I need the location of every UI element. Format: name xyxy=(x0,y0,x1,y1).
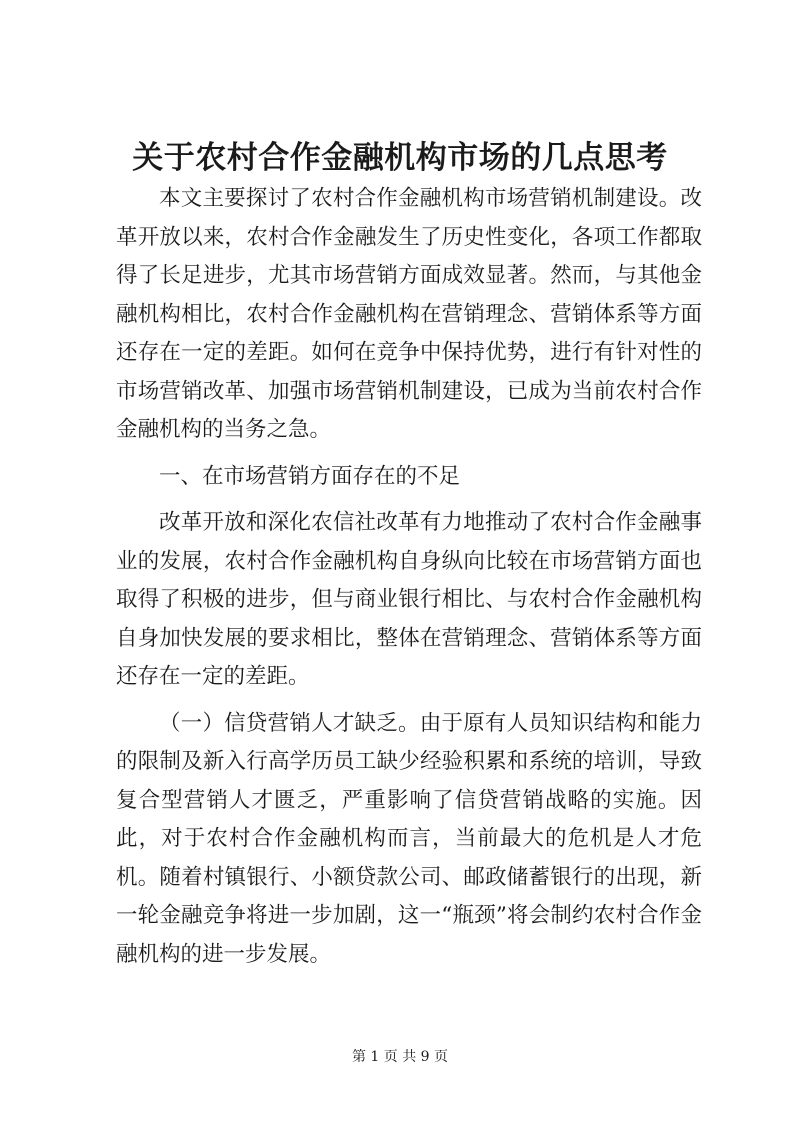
section-paragraph: 改革开放和深化农信社改革有力地推动了农村合作金融事业的发展，农村合作金融机构自身纵向比较在市场营销方面也取得了积极的进步，但与商业银行相比、与农村合作金融机构自身加快发展的要求相比，整体在营销理念、营销体系等方面还存在一定的差距。 xyxy=(116,510,702,689)
intro-paragraph: 本文主要探讨了农村合作金融机构市场营销机制建设。改革开放以来，农村合作金融发生了历史性变化，各项工作都取得了长足进步，尤其市场营销方面成效显著。然而，与其他金融机构相比，农村合作金融机构在营销理念、营销体系等方面还存在一定的差距。如何在竞争中保持优势，进行有针对性的市场营销改革、加强市场营销机制建设，已成为当前农村合作金融机构的当务之急。 xyxy=(116,186,702,442)
document-title: 关于农村合作金融机构市场的几点思考 xyxy=(132,140,668,176)
subsection-paragraph: （一）信贷营销人才缺乏。由于原有人员知识结构和能力的限制及新入行高学历员工缺少经验积累和系统的培训，导致复合型营销人才匮乏，严重影响了信贷营销战略的实施。因此，对于农村合作金融机构而言，当前最大的危机是人才危机。随着村镇银行、小额贷款公司、邮政储蓄银行的出现，新一轮金融竞争将进一步加剧，这一“瓶颈”将会制约农村合作金融机构的进一步发展。 xyxy=(116,710,702,967)
section-heading: 一、在市场营销方面存在的不足 xyxy=(159,463,461,489)
document-body xyxy=(116,180,702,974)
page-number-footer: 第 1 页 共 9 页 xyxy=(351,1049,449,1065)
